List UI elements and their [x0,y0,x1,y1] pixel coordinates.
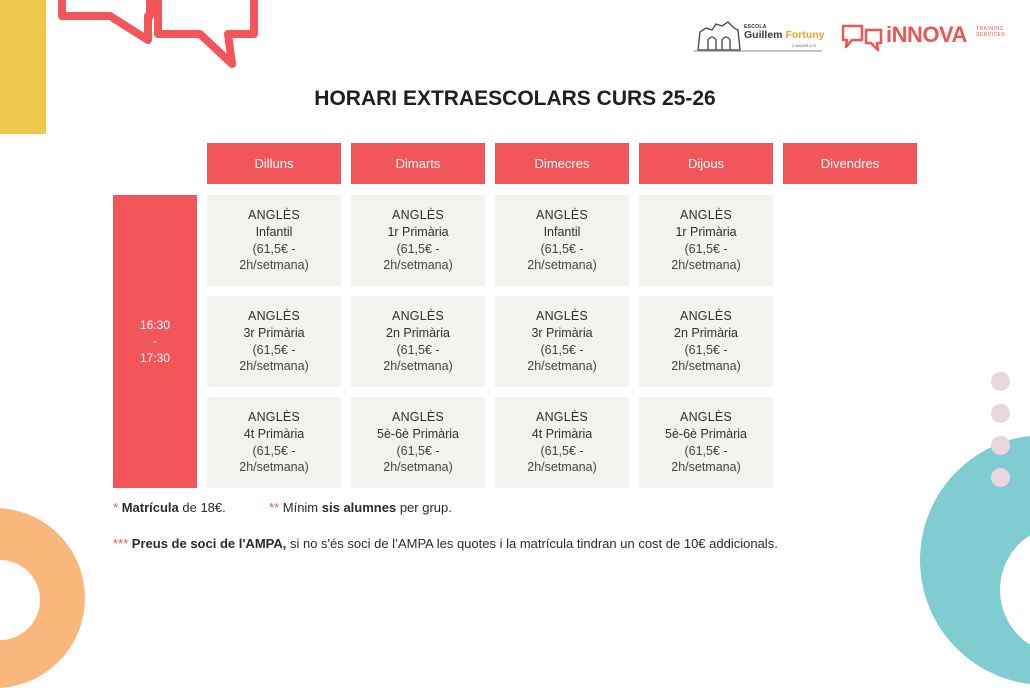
activity-name: ANGLÈS [536,409,588,424]
activity-name: ANGLÈS [392,308,444,323]
time-separator: - [153,334,157,349]
schedule-cell [351,397,485,488]
schedule-cell [351,195,485,286]
activity-level: 1r Primària [675,224,737,239]
activity-name: ANGLÈS [680,308,732,323]
time-slot [113,195,197,488]
activity-hours: 2h/setmana) [527,258,597,273]
school-logo-name: Guillem Fortuny [744,29,825,41]
activity-price: (61,5€ - [396,443,440,458]
yellow-deco-bar [0,0,46,134]
activity-hours: 2h/setmana) [239,460,309,475]
activity-hours: 2h/setmana) [239,359,309,374]
schedule-cell [639,397,773,488]
time-end: 17:30 [139,350,171,365]
activity-name: ANGLÈS [680,207,732,222]
schedule-cell [639,296,773,387]
activity-price: (61,5€ - [396,342,440,357]
schedule-cell [495,195,629,286]
activity-price: (61,5€ - [540,443,584,458]
innova-logo-sub: TRAINING SERVICES [976,26,1006,38]
activity-level: 2n Primària [386,325,450,340]
school-logo-sub: CAMBRILS [792,43,817,48]
activity-hours: 2h/setmana) [671,258,741,273]
page-title: HORARI EXTRAESCOLARS CURS 25-26 [314,87,716,110]
pink-deco-dot [991,436,1010,455]
activity-hours: 2h/setmana) [671,359,741,374]
pink-deco-dot [991,372,1010,391]
schedule-cell [495,397,629,488]
footnote-marker: * [113,500,119,515]
activity-hours: 2h/setmana) [239,258,309,273]
footnotes-line-2 [113,536,778,551]
activity-price: (61,5€ - [252,443,296,458]
footnote-marker: ** [269,500,280,515]
activity-level: Infantil [255,224,293,239]
activity-hours: 2h/setmana) [383,460,453,475]
pink-deco-dot [991,404,1010,423]
activity-price: (61,5€ - [684,443,728,458]
activity-price: (61,5€ - [684,241,728,256]
schedule-cell [207,397,341,488]
footnote-marker: *** [113,536,129,551]
activity-price: (61,5€ - [252,342,296,357]
day-header-thursday: Dijous [639,143,773,184]
activity-level: 2n Primària [674,325,738,340]
activity-name: ANGLÈS [536,207,588,222]
activity-price: (61,5€ - [252,241,296,256]
activity-level: 4t Primària [243,426,305,441]
footnote-text: Mínim [279,500,322,515]
activity-price: (61,5€ - [684,342,728,357]
activity-hours: 2h/setmana) [527,359,597,374]
activity-name: ANGLÈS [536,308,588,323]
footnote-text: si no s'és soci de l’AMPA les quotes i la matrícula tindran un cost de 10€ addicionals. [286,536,778,551]
time-start: 16:30 [139,317,171,332]
speech-bubbles-icon [50,0,270,72]
activity-level: 3r Primària [243,325,305,340]
activity-hours: 2h/setmana) [527,460,597,475]
activity-hours: 2h/setmana) [671,460,741,475]
activity-level: 1r Primària [387,224,449,239]
footnote-bold: Matrícula [121,500,179,515]
footnotes-line-1 [113,500,452,515]
day-header-friday: Divendres [783,143,917,184]
schedule-cell [639,195,773,286]
day-header-monday: Dilluns [207,143,341,184]
footnote-text: per grup. [396,500,452,515]
activity-level: 3r Primària [531,325,593,340]
activity-level: 5è-6è Primària [377,426,459,441]
footnote-bold: sis alumnes [321,500,397,515]
pink-deco-dot [991,468,1010,487]
activity-level: 4t Primària [531,426,593,441]
activity-name: ANGLÈS [248,308,300,323]
innova-chat-icon [840,22,884,52]
activity-name: ANGLÈS [392,207,444,222]
activity-hours: 2h/setmana) [383,359,453,374]
activity-name: ANGLÈS [680,409,732,424]
activity-name: ANGLÈS [248,207,300,222]
activity-price: (61,5€ - [540,241,584,256]
activity-name: ANGLÈS [248,409,300,424]
day-header-tuesday: Dimarts [351,143,485,184]
activity-level: 5è-6è Primària [665,426,747,441]
schedule-cell [207,195,341,286]
activity-name: ANGLÈS [392,409,444,424]
innova-logo-name: iNNOVA [886,22,967,47]
activity-level: Infantil [543,224,581,239]
schedule-cell [351,296,485,387]
day-header-wednesday: Dimecres [495,143,629,184]
activity-price: (61,5€ - [540,342,584,357]
footnote-bold: Preus de soci de l'AMPA, [128,536,287,551]
schedule-cell [495,296,629,387]
school-logo-escola: ESCOLA [744,24,767,30]
schedule-cell [207,296,341,387]
activity-hours: 2h/setmana) [383,258,453,273]
footnote-text: de 18€. [178,500,226,515]
activity-price: (61,5€ - [396,241,440,256]
